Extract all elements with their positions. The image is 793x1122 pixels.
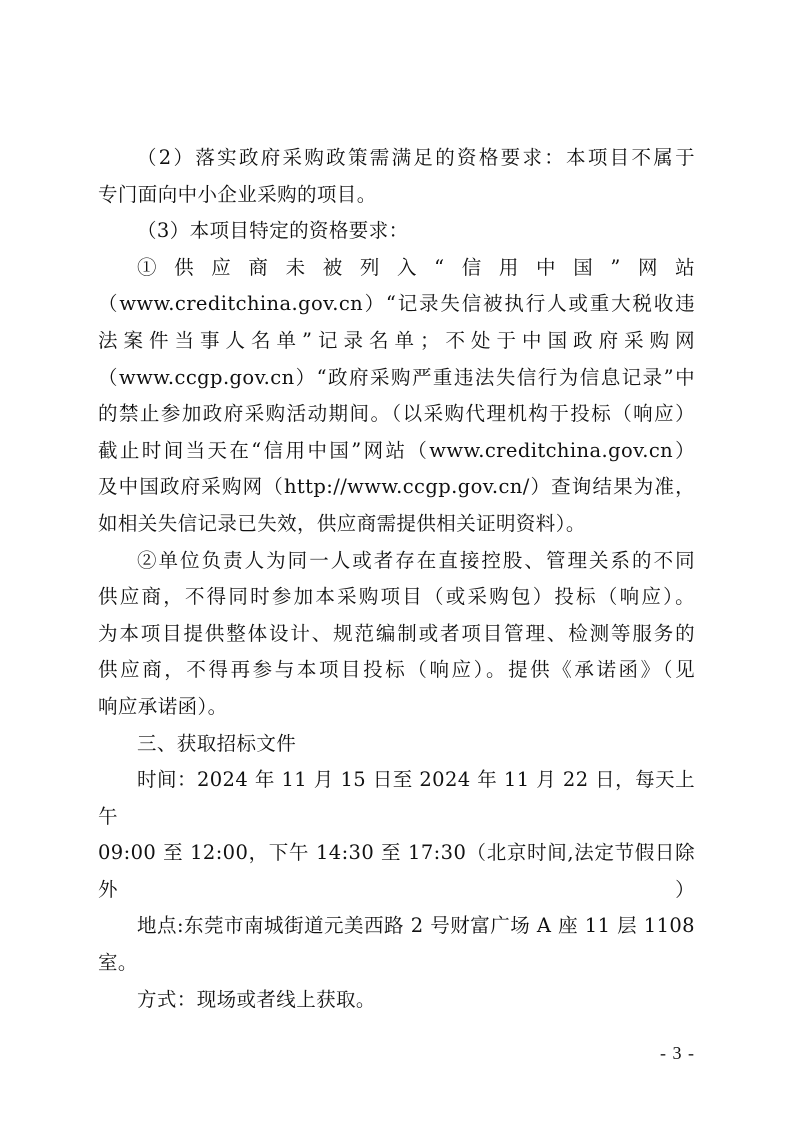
line-item-2-cont: 响应承诺函）。 [98,694,228,718]
section-heading-obtain-documents: 三、获取招标文件 [137,731,297,755]
line-item-1: ①供应商未被列入“信用中国”网站 [137,255,695,279]
line-item-1-cont: 的禁止参加政府采购活动期间。（以采购代理机构于投标（响应） [98,402,695,426]
line-item-1-cont: （www.creditchina.gov.cn）“记录失信被执行人或重大税收违 [98,292,695,316]
line-qualification-2-cont: 专门面向中小企业采购的项目。 [98,182,377,206]
line-obtain-location: 地点:东莞市南城街道元美西路 2 号财富广场 A 座 11 层 1108 [137,914,695,938]
line-item-2-cont: 供应商，不得再参与本项目投标（响应）。提供《承诺函》（见 [98,658,695,682]
line-obtain-time: 时间：2024 年 11 月 15 日至 2024 年 11 月 22 日，每天上午 [98,768,695,828]
line-item-1-cont: 如相关失信记录已失效，供应商需提供相关证明资料）。 [98,511,586,535]
line-item-2-cont: 供应商，不得同时参加本采购项目（或采购包）投标（响应）。 [98,585,695,609]
line-item-1-cont: 截止时间当天在“信用中国”网站（www.creditchina.gov.cn） [98,438,695,462]
line-obtain-method: 方式：现场或者线上获取。 [137,987,376,1011]
line-item-2: ②单位负责人为同一人或者存在直接控股、管理关系的不同 [137,548,695,572]
line-qualification-2: （2）落实政府采购政策需满足的资格要求：本项目不属于 [137,146,695,169]
line-item-2-cont: 为本项目提供整体设计、规范编制或者项目管理、检测等服务的 [98,621,695,645]
line-obtain-location-cont: 室。 [98,951,138,975]
line-item-1-cont: 及中国政府采购网（http://www.ccgp.gov.cn/）查询结果为准， [98,475,695,499]
document-page [98,140,695,1018]
line-item-1-cont: （www.ccgp.gov.cn）“政府采购严重违法失信行为信息记录”中 [98,365,695,389]
page-number: - 3 - [660,1043,695,1063]
line-item-1-cont: 法案件当事人名单”记录名单；不处于中国政府采购网 [98,328,695,352]
line-qualification-3-title: （3）本项目特定的资格要求： [137,219,409,243]
line-obtain-time-cont: 09:00 至 12:00，下午 14:30 至 17:30（北京时间,法定节假日除外） [98,841,695,901]
